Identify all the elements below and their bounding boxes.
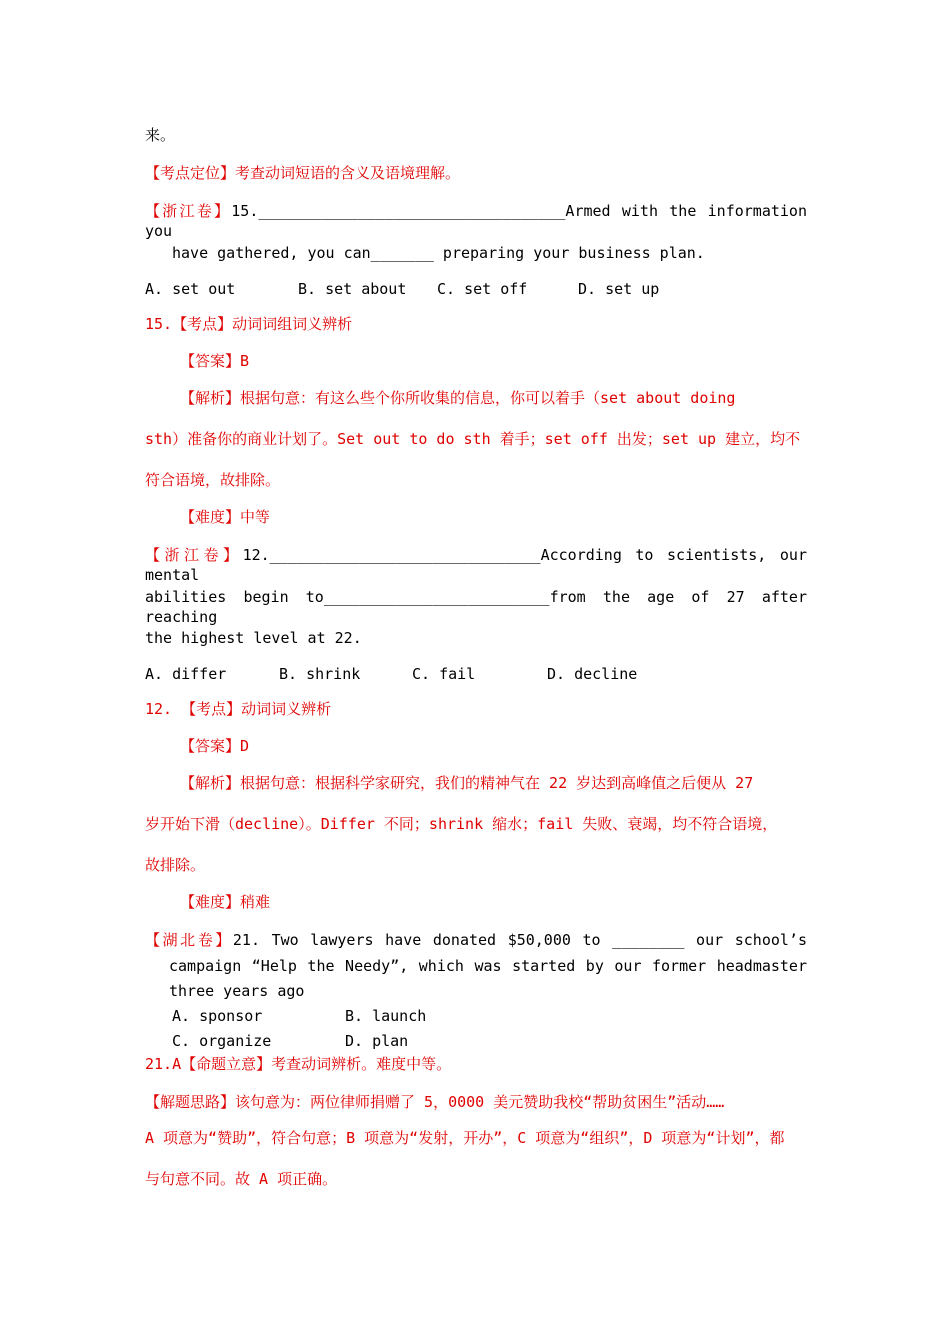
question-15-continuation: have gathered, you can_______ preparing your business plan. xyxy=(172,244,705,262)
reasoning-21-line-2: A 项意为“赞助”，符合句意；B 项意为“发射，开办”，C 项意为“组织”，D 项意为“计划”，都 xyxy=(145,1129,785,1147)
question-15-stem xyxy=(145,201,807,241)
source-tag: 【浙江卷】 xyxy=(145,202,232,220)
option-d: D. decline xyxy=(547,665,638,683)
answer-12: 【答案】D xyxy=(180,737,250,755)
option-d: D. set up xyxy=(578,280,660,298)
exam-point-15: 15.【考点】动词词组词义辨析 xyxy=(145,315,353,333)
question-21-line-2: campaign “Help the Needy”, which was started by our former headmaster xyxy=(169,957,807,975)
answer-15: 【答案】B xyxy=(180,352,250,370)
analysis-12-line-1: 【解析】根据句意：根据科学家研究，我们的精神气在 22 岁达到高峰值之后便从 27 xyxy=(180,774,754,792)
question-21-line-3: three years ago xyxy=(169,982,305,1000)
option-b: B. launch xyxy=(345,1007,427,1025)
text-line: 来。 xyxy=(145,126,176,144)
question-12-text: 12.______________________________According to scientists, our mental xyxy=(145,546,807,584)
option-c: C. organize xyxy=(172,1032,272,1050)
question-21-stem xyxy=(145,930,807,950)
option-a: A. differ xyxy=(145,665,227,683)
reasoning-21-line-3: 与句意不同。故 A 项正确。 xyxy=(145,1170,338,1188)
option-c: C. fail xyxy=(412,665,476,683)
analysis-15-line-3: 符合语境，故排除。 xyxy=(145,471,281,489)
analysis-12-line-2: 岁开始下滑（decline）。Differ 不同；shrink 缩水；fail 失败、衰竭，均不符合语境， xyxy=(145,815,778,833)
difficulty-12: 【难度】稍难 xyxy=(180,893,271,911)
option-a: A. sponsor xyxy=(172,1007,263,1025)
analysis-15-line-1: 【解析】根据句意：有这么些个你所收集的信息，你可以着手（set about doing xyxy=(180,389,736,407)
option-d: D. plan xyxy=(345,1032,409,1050)
question-15-text: 15.__________________________________Armed with the information you xyxy=(145,202,807,240)
intent-21: 21.A【命题立意】考查动词辨析。难度中等。 xyxy=(145,1055,452,1073)
source-tag: 【湖北卷】 xyxy=(145,931,233,949)
option-b: B. set about xyxy=(298,280,407,298)
option-b: B. shrink xyxy=(279,665,361,683)
analysis-12-line-3: 故排除。 xyxy=(145,856,206,874)
source-tag: 【浙江卷】 xyxy=(145,546,243,564)
analysis-15-line-2: sth）准备你的商业计划了。Set out to do sth 着手；set off 出发；set up 建立，均不 xyxy=(145,430,801,448)
question-12-line-3: the highest level at 22. xyxy=(145,629,362,647)
exam-point-heading: 【考点定位】考查动词短语的含义及语境理解。 xyxy=(145,164,461,182)
difficulty-15: 【难度】中等 xyxy=(180,508,271,526)
question-12-stem xyxy=(145,545,807,585)
option-a: A. set out xyxy=(145,280,236,298)
question-12-line-2: abilities begin to_________________________from the age of 27 after reaching xyxy=(145,588,807,626)
reasoning-21-line-1: 【解题思路】该句意为：两位律师捐赠了 5，0000 美元赞助我校“帮助贫困生”活动…… xyxy=(145,1093,725,1111)
exam-point-12: 12. 【考点】动词词义辨析 xyxy=(145,700,332,718)
option-c: C. set off xyxy=(437,280,528,298)
question-21-text: 21. Two lawyers have donated $50,000 to ________ our school’s xyxy=(232,931,807,949)
